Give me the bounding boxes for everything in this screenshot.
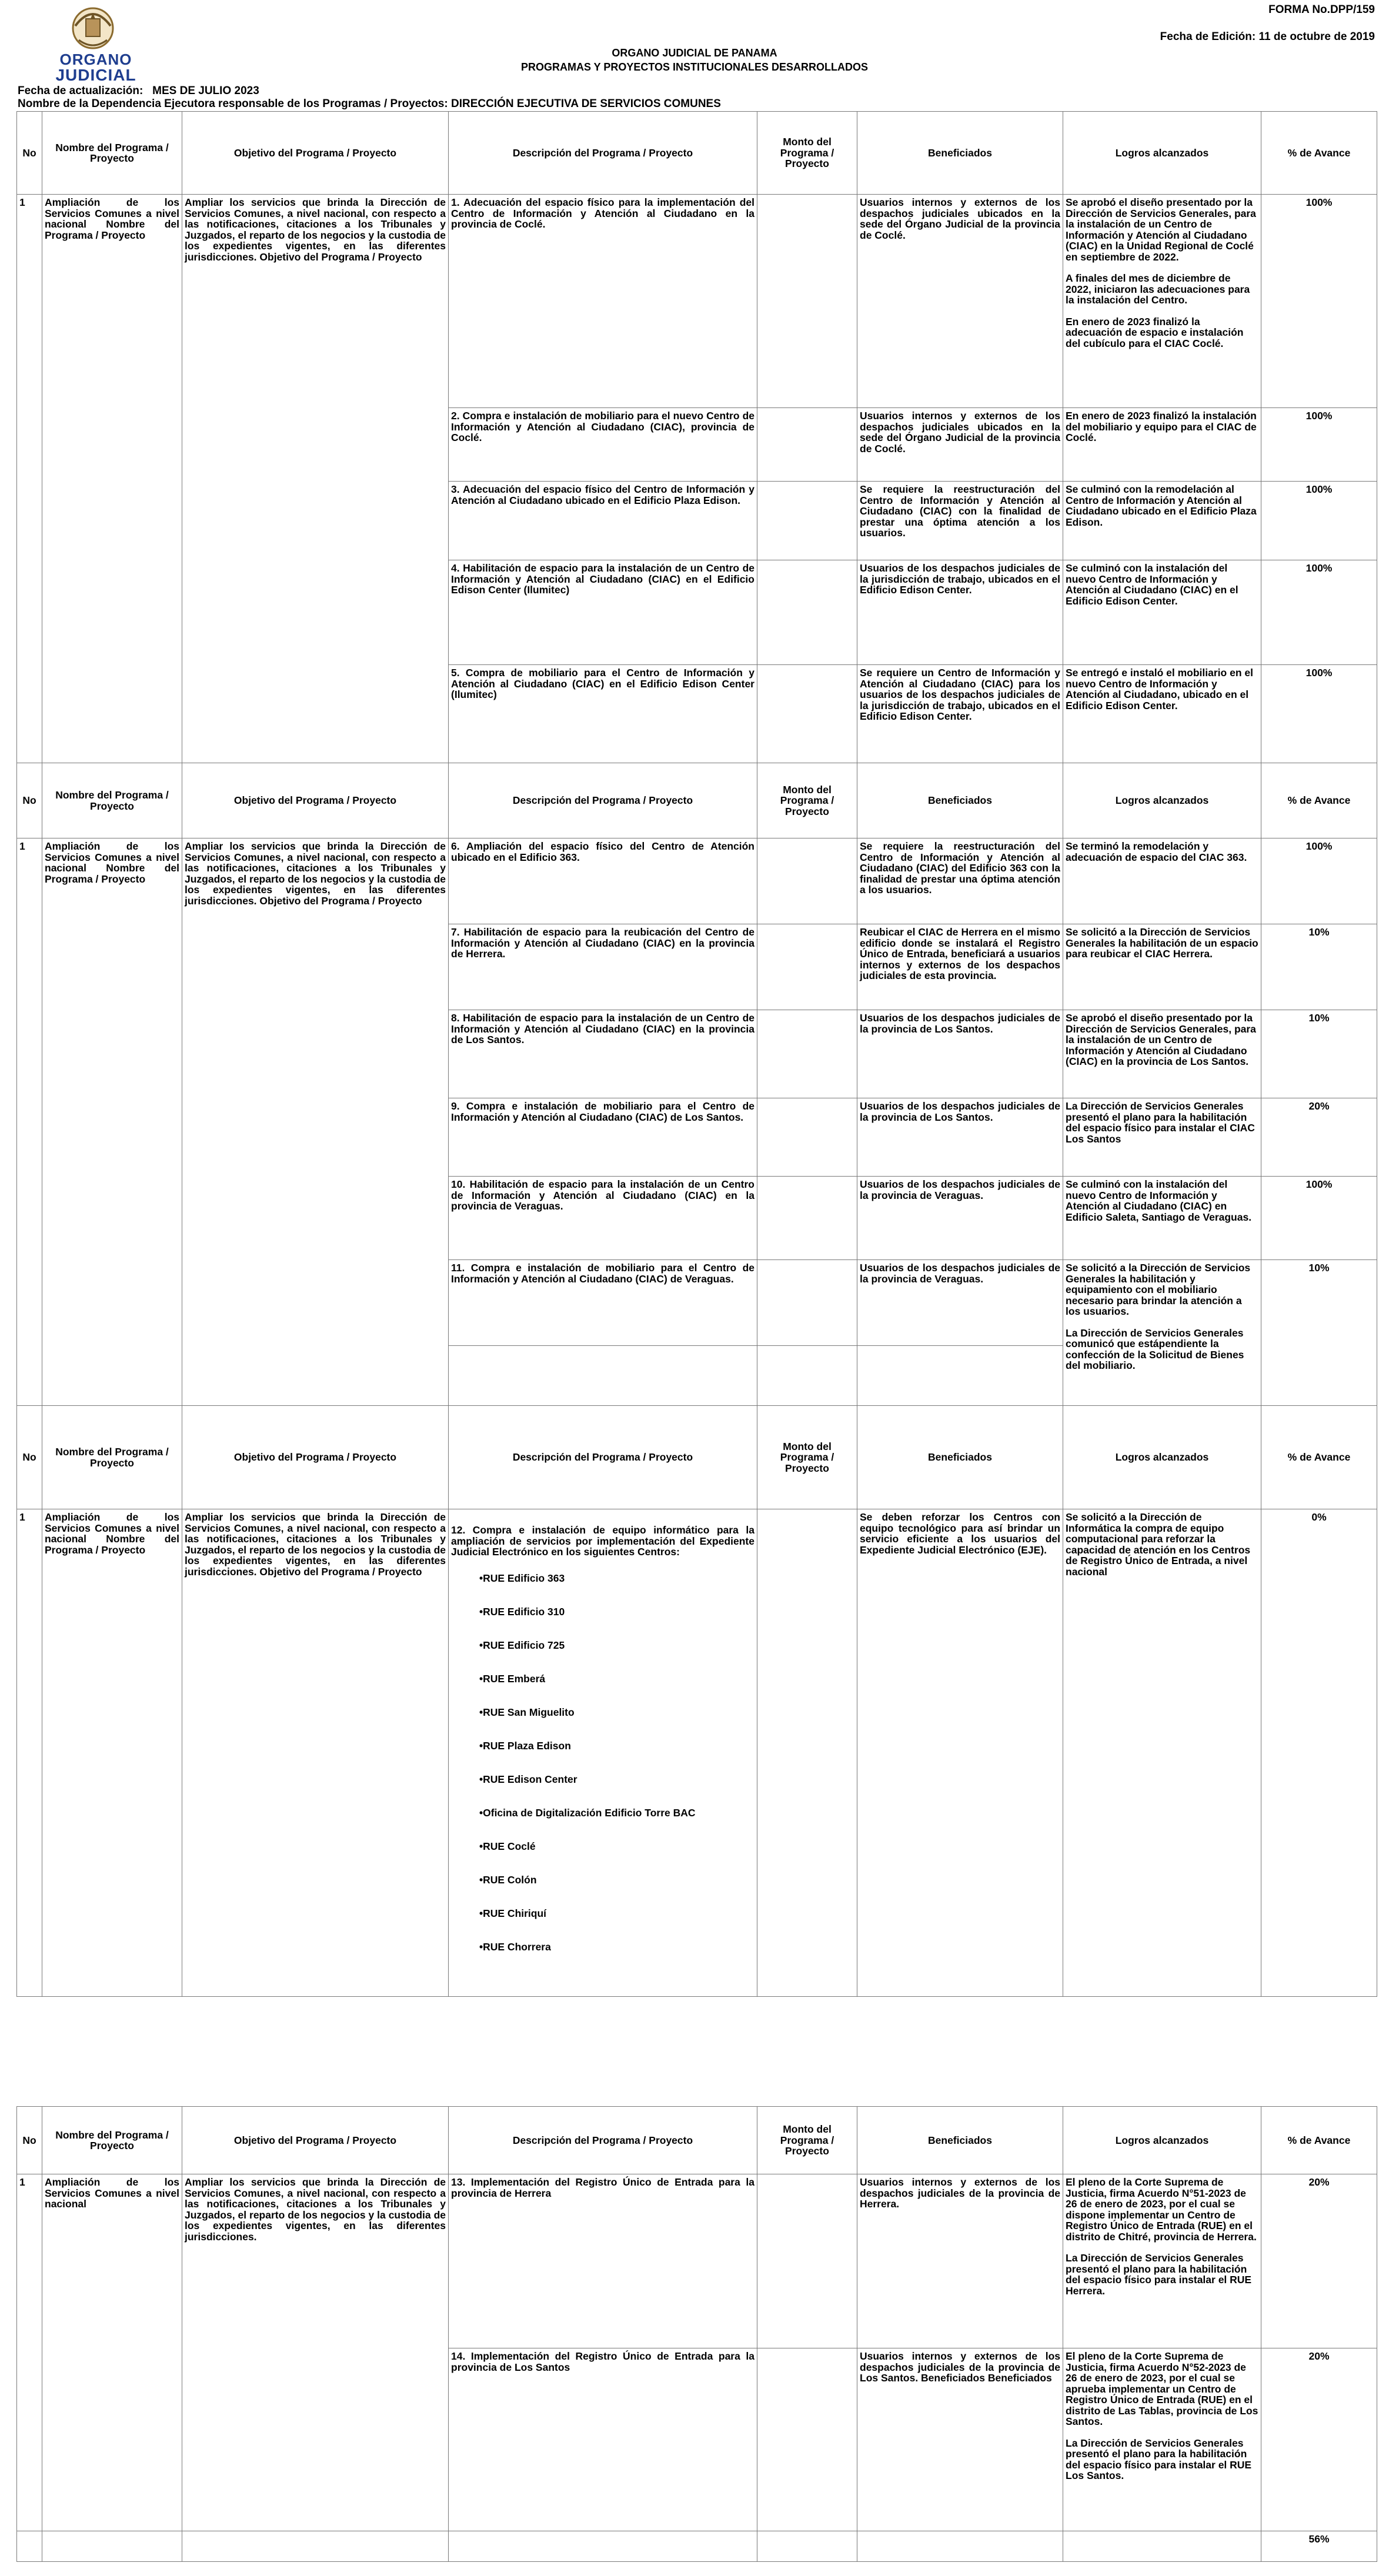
table-header-row: [17, 763, 1377, 838]
cell-achievements: La Dirección de Servicios Generales presentó el plano para la habilitación del espacio físico para instalar el CIAC Los Santos: [1063, 1098, 1261, 1177]
header-objective: Objetivo del Programa / Proyecto: [182, 2107, 449, 2174]
list-item: •RUE Chorrera: [479, 1940, 551, 1953]
list-item: •RUE Colón: [479, 1873, 537, 1886]
cell-achievements: Se solicitó a la Dirección de Servicios Generales la habilitación de un espacio para reubicar el CIAC Herrera.: [1063, 924, 1261, 1010]
cell-progress: 0%: [1261, 1509, 1377, 1997]
cell-description: 2. Compra e instalación de mobiliario para el nuevo Centro de Información y Atención al Ciudadano (CIAC), provincia de Coclé.: [449, 408, 757, 482]
header-no: No: [17, 2107, 42, 2174]
cell-achievements: Se culminó con la instalación del nuevo Centro de Información y Atención al Ciudadano (CIAC) en el Edificio Edison Center.: [1063, 560, 1261, 665]
cell-beneficiaries: Se requiere la reestructuración del Centro de Información y Atención al Ciudadano (CIAC) del Edificio 363 con la finalidad de prestar una óptima atención a los usuarios.: [857, 838, 1063, 924]
program-table-block-4: [16, 2106, 1377, 2562]
list-item: •Oficina de Digitalización Edificio Torre BAC: [479, 1806, 696, 1819]
coat-of-arms-icon: [65, 5, 121, 51]
cell-description: 7. Habilitación de espacio para la reubicación del Centro de Información y Atención al Ciudadano (CIAC) en la provincia de Herrera.: [449, 924, 757, 1010]
cell-amount: [757, 1177, 857, 1260]
cell-no: 1: [17, 838, 42, 1406]
cell-progress: 100%: [1261, 195, 1377, 408]
empty-cell: [182, 2531, 449, 2562]
achievement-text: El pleno de la Corte Suprema de Justicia, firma Acuerdo N°52-2023 de 26 de enero de 2023, por el cual se aprueba implementar un Centro de Registro Único de Entrada (RUE) en el distrito de Las Tablas, provincia de Los Santos.: [1066, 2350, 1258, 2427]
cell-description: 8. Habilitación de espacio para la instalación de un Centro de Información y Atención al Ciudadano (CIAC) en la provincia de Los Santos.: [449, 1010, 757, 1098]
cell-beneficiaries: Se requiere la reestructuración del Centro de Información y Atención al Ciudadano (CIAC) con la finalidad de prestar una óptima atención a los usuarios.: [857, 482, 1063, 560]
centers-list: [451, 1573, 754, 1975]
update-line: [18, 85, 259, 98]
achievement-text: La Dirección de Servicios Generales presentó el plano para la habilitación del espacio físico para instalar el RUE Los Santos.: [1066, 2437, 1252, 2481]
cell-achievements: Se culminó con la instalación del nuevo Centro de Información y Atención al Ciudadano (CIAC) en Edificio Saleta, Santiago de Veraguas.: [1063, 1177, 1261, 1260]
empty-cell: [757, 2531, 857, 2562]
list-item: •RUE Edificio 310: [479, 1605, 565, 1618]
cell-achievements: En enero de 2023 finalizó la instalación del mobiliario y equipo para el CIAC de Coclé.: [1063, 408, 1261, 482]
cell-beneficiaries: Usuarios internos y externos de los despachos judiciales de la provincia de Herrera.: [857, 2174, 1063, 2348]
cell-objective: Ampliar los servicios que brinda la Dirección de Servicios Comunes, a nivel nacional, con respecto a las notificaciones, citaciones a los Tribunales y Juzgados, el reparto de los negocios y la custodia de los expedientes vigentes, en las diferentes jurisdicciones.: [182, 2174, 449, 2531]
document-header: [0, 46, 1389, 74]
cell-program-name: Ampliación de los Servicios Comunes a nivel nacional Nombre del Programa / Proyecto: [42, 1509, 182, 1997]
header-objective: Objetivo del Programa / Proyecto: [182, 112, 449, 195]
header-amount: Monto del Programa / Proyecto: [757, 1406, 857, 1509]
description-text: 12. Compra e instalación de equipo informático para la ampliación de servicios por implementación del Expediente Judicial Electrónico en los siguientes Centros:: [451, 1524, 754, 1558]
cell-description: 9. Compra e instalación de mobiliario para el Centro de Información y Atención al Ciudadano (CIAC) de Los Santos.: [449, 1098, 757, 1177]
cell-amount: [757, 560, 857, 665]
logo-text-organo: ORGANO: [59, 51, 132, 68]
form-number: FORMA No.DPP/159: [1268, 4, 1375, 16]
total-progress: 56%: [1261, 2531, 1377, 2562]
list-item: •RUE Emberá: [479, 1672, 546, 1685]
cell-objective: Ampliar los servicios que brinda la Dirección de Servicios Comunes, a nivel nacional, con respecto a las notificaciones, citaciones a los Tribunales y Juzgados, el reparto de los negocios y la custodia de los expedientes vigentes, en las diferentes jurisdicciones. Objetivo del Programa / Proyecto: [182, 1509, 449, 1997]
cell-beneficiaries: Se requiere un Centro de Información y Atención al Ciudadano (CIAC) para los usuarios de los despachos judiciales de la jurisdicción de trabajo, ubicados en el Edificio Edison Center.: [857, 665, 1063, 763]
header-progress: % de Avance: [1261, 2107, 1377, 2174]
achievement-text: El pleno de la Corte Suprema de Justicia, firma Acuerdo N°51-2023 de 26 de enero de 2023, por el cual se dispone implementar un Centro de Registro Único de Entrada (RUE) en el distrito de Chitré, provincia de Herrera.: [1066, 2176, 1257, 2243]
list-item: •RUE San Miguelito: [479, 1706, 575, 1718]
header-amount: Monto del Programa / Proyecto: [757, 112, 857, 195]
cell-program-name: Ampliación de los Servicios Comunes a nivel nacional Nombre del Programa / Proyecto: [42, 838, 182, 1406]
cell-beneficiaries: Usuarios internos y externos de los despachos judiciales ubicados en la sede del Órgano Judicial de la provincia de Coclé.: [857, 408, 1063, 482]
table-row: [17, 2174, 1377, 2348]
header-description: Descripción del Programa / Proyecto: [449, 1406, 757, 1509]
empty-cell: [42, 2531, 182, 2562]
header-no: No: [17, 112, 42, 195]
cell-achievements: Se terminó la remodelación y adecuación de espacio del CIAC 363.: [1063, 838, 1261, 924]
logo-text-judicial: JUDICIAL: [55, 66, 136, 84]
header-beneficiaries: Beneficiados: [857, 112, 1063, 195]
achievement-text: La Dirección de Servicios Generales comunicó que estápendiente la confección de la Solicitud de Bienes del mobiliario.: [1066, 1327, 1244, 1371]
cell-amount: [757, 1509, 857, 1997]
cell-description: 6. Ampliación del espacio físico del Centro de Atención ubicado en el Edificio 363.: [449, 838, 757, 924]
header-program-name: Nombre del Programa / Proyecto: [42, 1406, 182, 1509]
cell-achievements: [1063, 2174, 1261, 2348]
cell-amount: [757, 1010, 857, 1098]
table-header-row: [17, 1406, 1377, 1509]
cell-achievements: Se entregó e instaló el mobiliario en el nuevo Centro de Información y Atención al Ciudadano, ubicado en el Edificio Edison Center.: [1063, 665, 1261, 763]
cell-description: 3. Adecuación del espacio físico del Centro de Información y Atención al Ciudadano ubicado en el Edificio Plaza Edison.: [449, 482, 757, 560]
cell-amount: [757, 1346, 857, 1406]
header-achievements: Logros alcanzados: [1063, 763, 1261, 838]
header-progress: % de Avance: [1261, 112, 1377, 195]
cell-achievements: Se culminó con la remodelación al Centro de Información y Atención al Ciudadano ubicado en el Edificio Plaza Edison.: [1063, 482, 1261, 560]
update-value: MES DE JULIO 2023: [152, 85, 259, 97]
header-amount: Monto del Programa / Proyecto: [757, 2107, 857, 2174]
list-item: •RUE Chiriquí: [479, 1907, 547, 1919]
header-achievements: Logros alcanzados: [1063, 112, 1261, 195]
cell-progress: 100%: [1261, 838, 1377, 924]
cell-beneficiaries: Reubicar el CIAC de Herrera en el mismo edificio donde se instalará el Registro Único de Entrada, beneficiará a usuarios internos y externos de los despachos judiciales de esta provincia.: [857, 924, 1063, 1010]
header-achievements: Logros alcanzados: [1063, 1406, 1261, 1509]
cell-amount: [757, 195, 857, 408]
header-beneficiaries: Beneficiados: [857, 2107, 1063, 2174]
cell-beneficiaries: Se deben reforzar los Centros con equipo tecnológico para así brindar un servicio eficiente a los usuarios del Expediente Judicial Electrónico (EJE).: [857, 1509, 1063, 1997]
cell-beneficiaries: Usuarios de los despachos judiciales de la provincia de Veraguas.: [857, 1260, 1063, 1346]
empty-cell: [17, 2531, 42, 2562]
header-description: Descripción del Programa / Proyecto: [449, 2107, 757, 2174]
cell-no: 1: [17, 2174, 42, 2531]
cell-achievements: Se aprobó el diseño presentado por la Dirección de Servicios Generales, para la instalación de un Centro de Información y Atención al Ciudadano (CIAC) en la provincia de Los Santos.: [1063, 1010, 1261, 1098]
cell-progress: 100%: [1261, 665, 1377, 763]
cell-progress: 100%: [1261, 482, 1377, 560]
header-achievements: Logros alcanzados: [1063, 2107, 1261, 2174]
cell-description: 13. Implementación del Registro Único de Entrada para la provincia de Herrera: [449, 2174, 757, 2348]
cell-amount: [757, 2348, 857, 2531]
cell-progress: 100%: [1261, 408, 1377, 482]
header-progress: % de Avance: [1261, 763, 1377, 838]
cell-achievements: [1063, 2348, 1261, 2531]
table-row: [17, 838, 1377, 924]
list-item: •RUE Coclé: [479, 1840, 536, 1852]
cell-description: 10. Habilitación de espacio para la instalación de un Centro de Información y Atención al Ciudadano (CIAC) en la provincia de Veraguas.: [449, 1177, 757, 1260]
table-header-row: [17, 112, 1377, 195]
cell-beneficiaries: Usuarios de los despachos judiciales de la jurisdicción de trabajo, ubicados en el Edificio Edison Center.: [857, 560, 1063, 665]
list-item: •RUE Plaza Edison: [479, 1739, 571, 1752]
achievement-text: La Dirección de Servicios Generales presentó el plano para la habilitación del espacio físico para instalar el RUE Herrera.: [1066, 2252, 1252, 2297]
cell-progress: 10%: [1261, 924, 1377, 1010]
header-program-name: Nombre del Programa / Proyecto: [42, 2107, 182, 2174]
dependency-line: Nombre de la Dependencia Ejecutora responsable de los Programas / Proyectos: DIRECCIÓN EJECUTIVA DE SERVICIOS COMUNES: [18, 98, 721, 110]
achievement-text: A finales del mes de diciembre de 2022, iniciaron las adecuaciones para la instalación del Centro.: [1066, 272, 1250, 306]
report-title: PROGRAMAS Y PROYECTOS INSTITUCIONALES DESARROLLADOS: [520, 61, 869, 73]
list-item: •RUE Edison Center: [479, 1773, 577, 1785]
empty-cell: [857, 2531, 1063, 2562]
header-beneficiaries: Beneficiados: [857, 763, 1063, 838]
cell-beneficiaries: Usuarios de los despachos judiciales de la provincia de Los Santos.: [857, 1098, 1063, 1177]
cell-amount: [757, 924, 857, 1010]
cell-progress: 20%: [1261, 2348, 1377, 2531]
cell-description: 4. Habilitación de espacio para la instalación de un Centro de Información y Atención al Ciudadano (CIAC) en el Edificio Edison Center (Ilumitec): [449, 560, 757, 665]
cell-program-name: Ampliación de los Servicios Comunes a nivel nacional Nombre del Programa / Proyecto: [42, 195, 182, 763]
cell-beneficiaries: Usuarios de los despachos judiciales de la provincia de Veraguas.: [857, 1177, 1063, 1260]
header-beneficiaries: Beneficiados: [857, 1406, 1063, 1509]
cell-amount: [757, 838, 857, 924]
cell-objective: Ampliar los servicios que brinda la Dirección de Servicios Comunes, a nivel nacional, con respecto a las notificaciones, citaciones a los Tribunales y Juzgados, el reparto de los negocios y la custodia de los expedientes vigentes, en las diferentes jurisdicciones. Objetivo del Programa / Proyecto: [182, 838, 449, 1406]
organization-title: ORGANO JUDICIAL DE PANAMA: [612, 47, 777, 59]
update-label: Fecha de actualización:: [18, 85, 143, 97]
cell-beneficiaries: Usuarios internos y externos de los despachos judiciales ubicados en la sede del Órgano Judicial de la provincia de Coclé.: [857, 195, 1063, 408]
header-description: Descripción del Programa / Proyecto: [449, 763, 757, 838]
list-item: •RUE Edificio 363: [479, 1572, 565, 1584]
cell-amount: [757, 408, 857, 482]
table-row: [17, 1509, 1377, 1997]
table-header-row: [17, 2107, 1377, 2174]
cell-progress: 100%: [1261, 1177, 1377, 1260]
achievement-text: En enero de 2023 finalizó la adecuación de espacio e instalación del cubículo para el CIAC Coclé.: [1066, 315, 1244, 349]
cell-amount: [757, 665, 857, 763]
empty-cell: [449, 2531, 757, 2562]
cell-amount: [757, 2174, 857, 2348]
cell-achievements: [1063, 1260, 1261, 1406]
cell-description: 14. Implementación del Registro Único de Entrada para la provincia de Los Santos: [449, 2348, 757, 2531]
cell-progress: 10%: [1261, 1010, 1377, 1098]
header-program-name: Nombre del Programa / Proyecto: [42, 763, 182, 838]
cell-amount: [757, 1260, 857, 1346]
cell-description: [449, 1346, 757, 1406]
edition-date: Fecha de Edición: 11 de octubre de 2019: [1160, 31, 1375, 43]
achievement-text: Se aprobó el diseño presentado por la Dirección de Servicios Generales, para la instalación de un Centro de Información y Atención al Ciudadano (CIAC) en la Unidad Regional de Coclé en septiembre de 2022.: [1066, 196, 1256, 263]
cell-beneficiaries: Usuarios internos y externos de los despachos judiciales de la provincia de Los Santos. Beneficiados Beneficiados: [857, 2348, 1063, 2531]
cell-no: 1: [17, 1509, 42, 1997]
cell-description: [449, 1509, 757, 1997]
cell-description: 5. Compra de mobiliario para el Centro de Información y Atención al Ciudadano (CIAC) en el Edificio Edison Center (Ilumitec): [449, 665, 757, 763]
list-item: •RUE Edificio 725: [479, 1639, 565, 1651]
cell-progress: 20%: [1261, 2174, 1377, 2348]
cell-description: 1. Adecuación del espacio físico para la implementación del Centro de Información y Atención al Ciudadano en la provincia de Coclé.: [449, 195, 757, 408]
header-program-name: Nombre del Programa / Proyecto: [42, 112, 182, 195]
header-no: No: [17, 1406, 42, 1509]
cell-beneficiaries: [857, 1346, 1063, 1406]
cell-program-name: Ampliación de los Servicios Comunes a nivel nacional: [42, 2174, 182, 2531]
header-progress: % de Avance: [1261, 1406, 1377, 1509]
empty-cell: [1063, 2531, 1261, 2562]
header-amount: Monto del Programa / Proyecto: [757, 763, 857, 838]
achievement-text: Se solicitó a la Dirección de Servicios Generales la habilitación y equipamiento con el mobiliario necesario para brindar la atención a los usuarios.: [1066, 1262, 1251, 1317]
table-row: [17, 195, 1377, 408]
cell-no: 1: [17, 195, 42, 763]
header-no: No: [17, 763, 42, 838]
cell-description: 11. Compra e instalación de mobiliario para el Centro de Información y Atención al Ciudadano (CIAC) de Veraguas.: [449, 1260, 757, 1346]
cell-achievements: Se solicitó a la Dirección de Informática la compra de equipo computacional para reforzar la capacidad de atención en los Centros de Registro Único de Entrada, a nivel nacional: [1063, 1509, 1261, 1997]
cell-progress: 100%: [1261, 560, 1377, 665]
cell-progress: 20%: [1261, 1098, 1377, 1177]
cell-achievements: [1063, 195, 1261, 408]
cell-beneficiaries: Usuarios de los despachos judiciales de la provincia de Los Santos.: [857, 1010, 1063, 1098]
cell-amount: [757, 482, 857, 560]
cell-amount: [757, 1098, 857, 1177]
cell-progress: 10%: [1261, 1260, 1377, 1406]
cell-objective: Ampliar los servicios que brinda la Dirección de Servicios Comunes, a nivel nacional, con respecto a las notificaciones, citaciones a los Tribunales y Juzgados, el reparto de los negocios y la custodia de los expedientes vigentes, en las diferentes jurisdicciones. Objetivo del Programa / Proyecto: [182, 195, 449, 763]
header-objective: Objetivo del Programa / Proyecto: [182, 1406, 449, 1509]
header-objective: Objetivo del Programa / Proyecto: [182, 763, 449, 838]
program-table-block-1: [16, 111, 1377, 1997]
total-row: [17, 2531, 1377, 2562]
header-description: Descripción del Programa / Proyecto: [449, 112, 757, 195]
